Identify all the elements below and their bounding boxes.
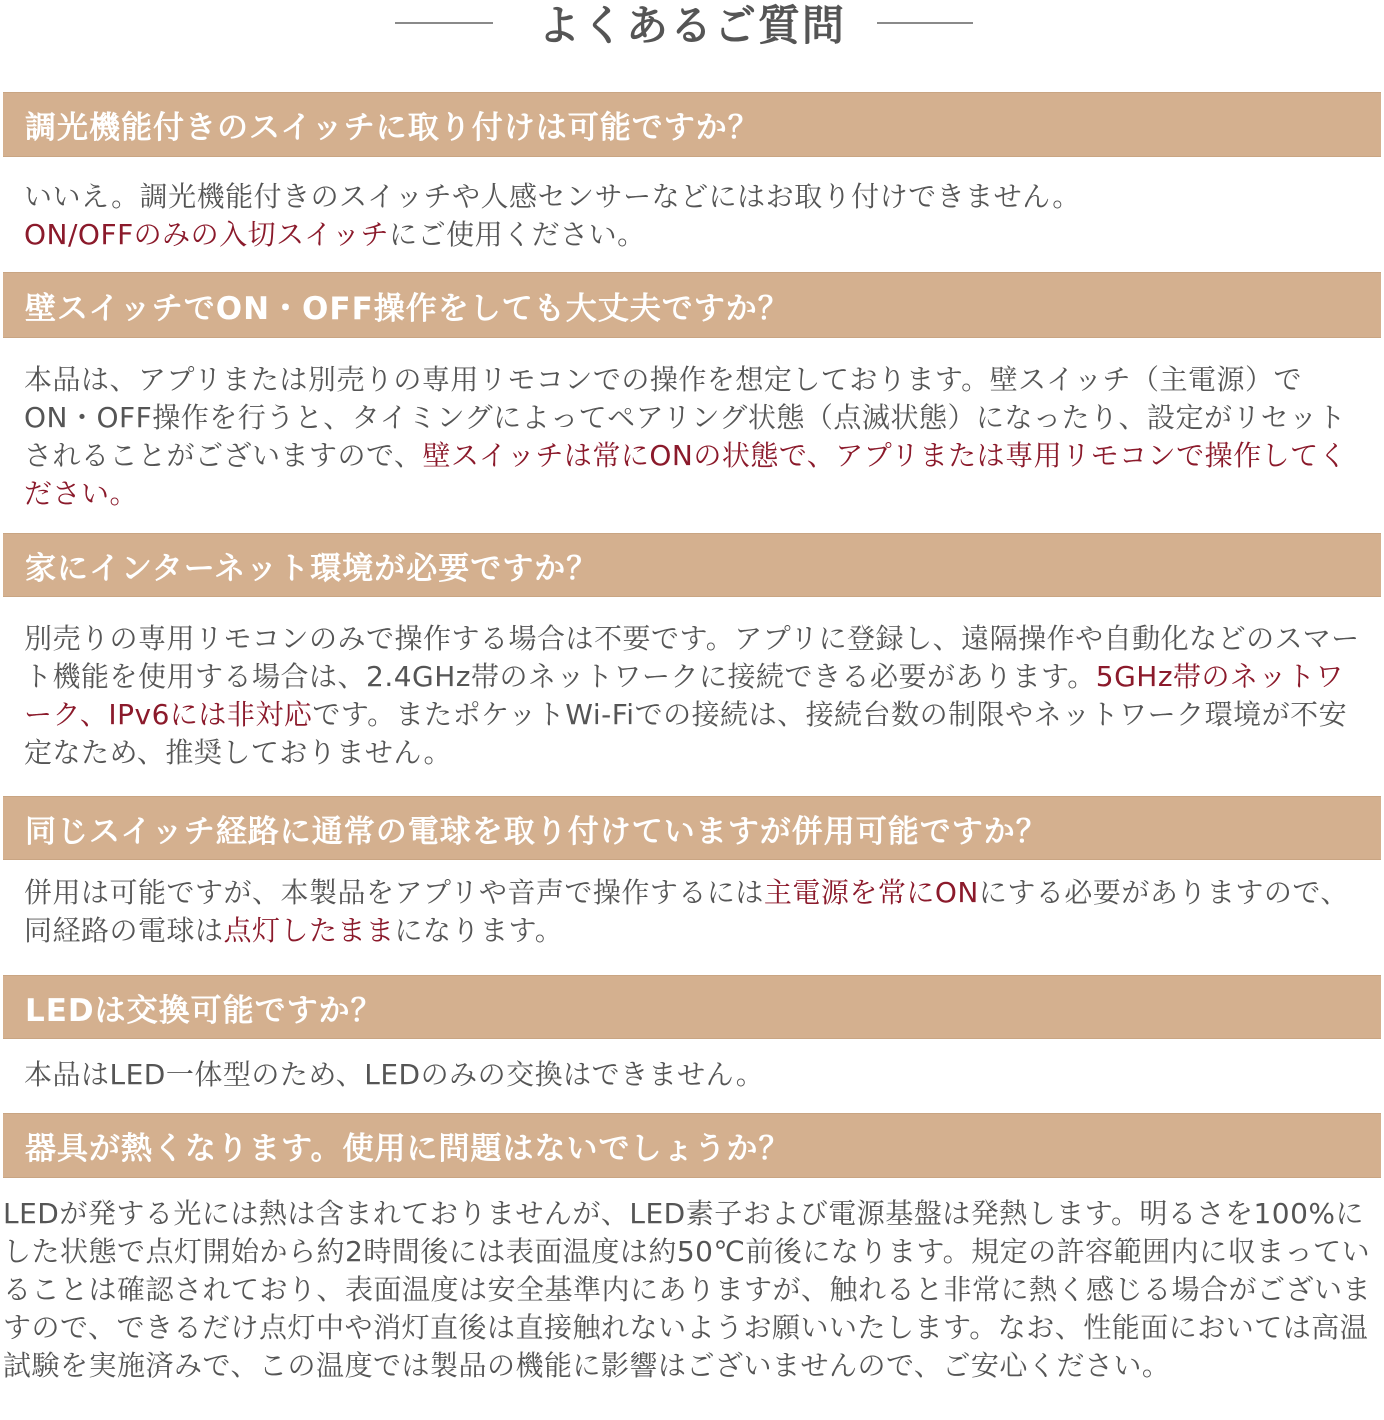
answer-text: LEDが発する光には熱は含まれておりませんが、LED素子および電源基盤は発熱します。明るさを100%にした状態で点灯開始から約2時間後には表面温度は約50℃前後になります。規定の許容範囲内に収まっていることは確認されており、表面温度は安全基準内にありますが、触れると非常に熱く感じる場合がございますので、できるだけ点灯中や消灯直後は直接触れないようお願いいたします。なお、性能面においては高温試験を実施済みで、この温度では製品の機能に影響はございませんので、ご安心ください。 (3, 1197, 1372, 1382)
faq-answer-2 (24, 361, 1369, 513)
faq-answer-5 (24, 1056, 1369, 1094)
faq-answer-3 (24, 620, 1369, 772)
answer-highlight: 5GHz帯のネットワーク、IPv6には非対応 (24, 660, 1345, 731)
answer-text: いいえ。調光機能付きのスイッチや人感センサーなどにはお取り付けできません。 (24, 180, 1081, 213)
faq-question-5 (3, 975, 1381, 1039)
question-text: LEDは交換可能ですか？ (25, 992, 383, 1029)
faq-question-4 (3, 796, 1381, 860)
faq-title-row (0, 0, 1384, 56)
answer-text: 本品はLED一体型のため、LEDのみの交換はできません。 (24, 1058, 765, 1091)
question-text: 調光機能付きのスイッチに取り付けは可能ですか？ (25, 110, 760, 146)
faq-question-2 (3, 272, 1381, 338)
faq-answer-4 (24, 874, 1369, 950)
question-text: 器具が熱くなります。使用に問題はないでしょうか？ (25, 1131, 791, 1167)
faq-answer-1 (24, 178, 1369, 254)
answer-highlight: ON/OFFのみの入切スイッチ (24, 218, 390, 251)
answer-text: にご使用ください。 (389, 218, 646, 251)
faq-question-1 (3, 92, 1381, 157)
answer-text: 別売りの専用リモコンのみで操作する場合は不要です。アプリに登録し、遠隔操作や自動化などのスマート機能を使用する場合は、2.4GHz帯のネットワークに接続できる必要があります。 (24, 622, 1360, 693)
title-divider-right (877, 22, 973, 24)
answer-highlight: 壁スイッチは常にONの状態で、アプリまたは専用リモコンで操作してください。 (24, 439, 1348, 510)
answer-text: にする必要がありますので、同経路の電球は (24, 876, 1349, 947)
answer-highlight: 主電源を常にON (763, 876, 979, 909)
answer-text: になります。 (394, 914, 564, 947)
question-text: 家にインターネット環境が必要ですか？ (25, 550, 599, 587)
answer-highlight: 点灯したまま (223, 914, 395, 947)
answer-text: です。またポケットWi-Fiでの接続は、接続台数の制限やネットワーク環境が不安定なため、推奨しておりません。 (24, 698, 1348, 769)
faq-question-3 (3, 533, 1381, 597)
answer-text: 本品は、アプリまたは別売りの専用リモコンでの操作を想定しております。壁スイッチ（主電源）でON・OFF操作を行うと、タイミングによってペアリング状態（点滅状態）になったり、設定がリセットされることがございますので、 (24, 363, 1347, 472)
faq-question-6 (3, 1113, 1381, 1178)
page-title: よくあるご質問 (537, 1, 846, 50)
question-text: 同じスイッチ経路に通常の電球を取り付けていますが併用可能ですか？ (25, 813, 1048, 850)
faq-answer-6 (3, 1195, 1381, 1385)
answer-text: 併用は可能ですが、本製品をアプリや音声で操作するには (24, 876, 764, 909)
question-text: 壁スイッチでON・OFF操作をしても大丈夫ですか？ (25, 290, 790, 327)
